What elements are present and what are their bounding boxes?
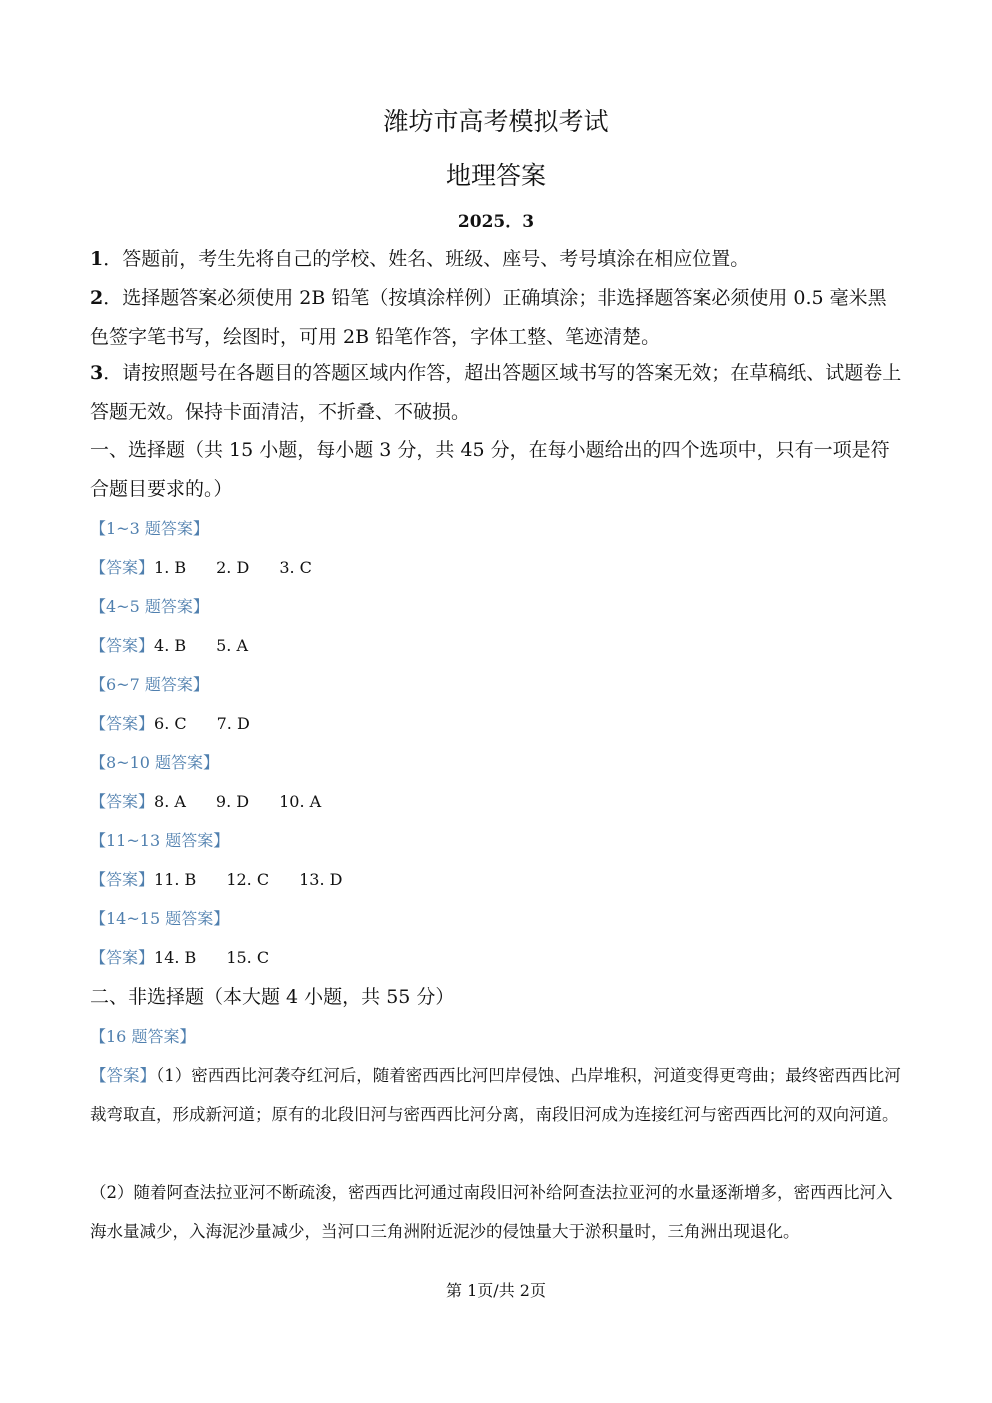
- group-label: 【6~7 题答案】: [90, 675, 209, 694]
- answer-prefix: 【答案】: [90, 948, 155, 967]
- q16-answer-part2: （2）随着阿查法拉亚河不断疏浚，密西西比河通过南段旧河补给阿查法拉亚河的水量逐渐增多，密西西比河入海水量减少，入海泥沙量减少，当河口三角洲附近泥沙的侵蚀量大于淤积量时，三角洲出现退化。: [90, 1183, 893, 1241]
- q16-answer-part1: [90, 1056, 905, 1134]
- answer-prefix: 【答案】: [90, 870, 155, 889]
- answer-prefix: 【答案】: [90, 636, 155, 655]
- group-label: 【14~15 题答案】: [90, 909, 230, 928]
- section1-heading: 一、选择题（共 15 小题，每小题 3 分，共 45 分，在每小题给出的四个选项中，只有一项是符合题目要求的。）: [90, 439, 890, 500]
- answer-line: [90, 869, 372, 891]
- section2-heading: 二、非选择题（本大题 4 小题，共 55 分）: [90, 986, 455, 1008]
- instruction-1: [90, 240, 905, 279]
- group-label: 【4~5 题答案】: [90, 597, 209, 616]
- answer-item: 1. B: [154, 558, 187, 577]
- answer-item: 4. B: [154, 636, 187, 655]
- answer-item: 12. C: [226, 870, 270, 889]
- answer-line: [90, 635, 278, 657]
- answer-item: 3. C: [279, 558, 312, 577]
- answer-line: [90, 947, 299, 969]
- exam-title: 潍坊市高考模拟考试: [383, 107, 609, 136]
- answer-item: 10. A: [279, 792, 322, 811]
- group-label: 【1~3 题答案】: [90, 519, 209, 538]
- group-label: 【8~10 题答案】: [90, 753, 220, 772]
- answer-prefix: 【答案】: [90, 792, 155, 811]
- instruction-2: [90, 279, 905, 357]
- group-label: 【11~13 题答案】: [90, 831, 230, 850]
- instruction-3: [90, 354, 905, 432]
- answer-item: 11. B: [154, 870, 197, 889]
- answer-item: 2. D: [216, 558, 250, 577]
- answer-item: 5. A: [216, 636, 249, 655]
- page-number: 第 1页/共 2页: [446, 1281, 546, 1300]
- instruction-text: ．请按照题号在各题目的答题区域内作答，超出答题区域书写的答案无效；在草稿纸、试题卷上答题无效。保持卡面清洁，不折叠、不破损。: [90, 362, 902, 423]
- exam-subtitle: 地理答案: [445, 161, 546, 190]
- answer-line: [90, 557, 342, 579]
- instruction-number: 2: [90, 287, 104, 309]
- q16-label: 【16 题答案】: [90, 1027, 196, 1046]
- answer-item: 14. B: [154, 948, 197, 967]
- answer-line: [90, 791, 351, 813]
- instruction-text: ．答题前，考生先将自己的学校、姓名、班级、座号、考号填涂在相应位置。: [103, 248, 750, 270]
- answer-item: 6. C: [154, 714, 187, 733]
- answer-prefix: 【答案】: [90, 714, 155, 733]
- instruction-number: 3: [90, 362, 104, 384]
- answer-item: 7. D: [216, 714, 250, 733]
- instruction-number: 1: [90, 248, 104, 270]
- answer-item: 8. A: [154, 792, 186, 811]
- answer-line: [90, 713, 280, 735]
- answer-item: 15. C: [226, 948, 270, 967]
- answer-prefix: 【答案】: [90, 558, 155, 577]
- answer-prefix: 【答案】: [90, 1066, 156, 1085]
- answer-item: 9. D: [215, 792, 250, 811]
- answer-text: （1）密西西比河袭夺红河后，随着密西西比河凹岸侵蚀、凸岸堆积，河道变得更弯曲；最终密西西比河裁弯取直，形成新河道；原有的北段旧河与密西西比河分离，南段旧河成为连接红河与密西西比河的双向河道。: [90, 1066, 901, 1124]
- exam-date: 2025．3: [457, 212, 535, 232]
- answer-item: 13. D: [299, 870, 343, 889]
- instruction-text: ．选择题答案必须使用 2B 铅笔（按填涂样例）正确填涂；非选择题答案必须使用 0.5 毫米黑色签字笔书写，绘图时，可用 2B 铅笔作答，字体工整、笔迹清楚。: [90, 287, 887, 348]
